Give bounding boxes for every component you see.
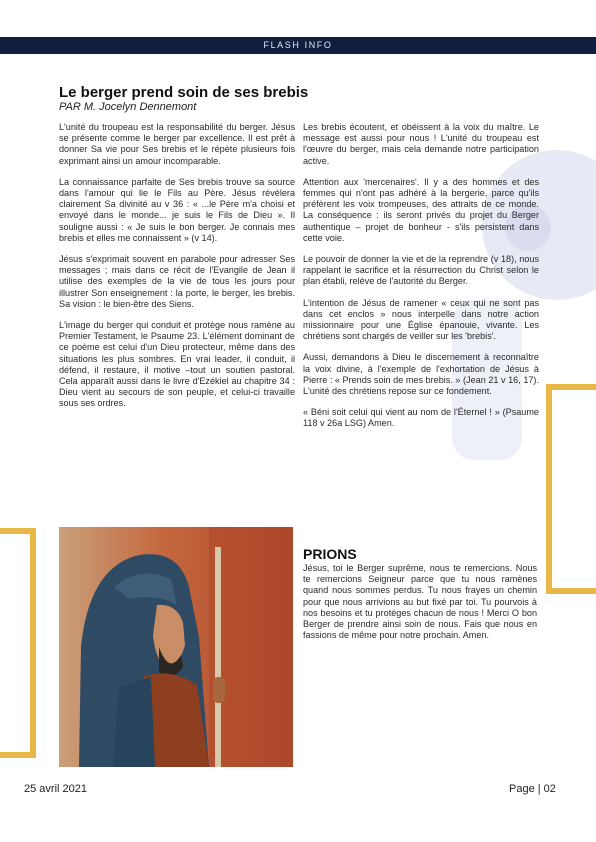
article-paragraph: La connaissance parfaite de Ses brebis trouve sa source dans l'amour qui lie le Fils au Père. Jésus révèlera clairement Sa divinité au v 36 : « ...le Père m'a choisi et envoyé dans le monde... je suis le Fils de Dieu ». Il souligne aussi : « Je suis le bon berger. Je connais mes brebis et elles me connaissent » (v 14). [59,176,295,243]
article-column-right [303,122,539,440]
shepherd-illustration [59,527,293,767]
footer-page-number: Page | 02 [509,783,556,795]
article-paragraph: Attention aux 'mercenaires'. Il y a des hommes et des femmes qui n'ont pas adhéré à la bergerie, parce qu'ils préfèrent les voix trompeuses, des attraits de ce monde. La conséquence : ils seront privés du projet du Berger authentique – projet de bonheur - s'ils persistent dans cette voie. [303,176,539,243]
section-banner [0,37,596,54]
prayer-title: PRIONS [303,546,357,562]
article-byline: PAR M. Jocelyn Dennemont [59,101,197,113]
yellow-frame-right [546,384,596,594]
article-paragraph: « Béni soit celui qui vient au nom de l'Éternel ! » (Psaume 118 v 26a LSG) Amen. [303,407,539,429]
article-column-left [59,122,295,420]
banner-label: FLASH INFO [263,40,333,50]
article-paragraph: L'intention de Jésus de ramener « ceux qui ne sont pas dans cet enclos » nous interpelle dans notre action missionnaire pour une Église épanouie, vivante. Les chrétiens sont chargés de veiller sur les 'brebis'. [303,297,539,342]
article-paragraph: L'unité du troupeau est la responsabilité du berger. Jésus se présente comme le berger par excellence. Il est prêt à donner Sa vie pour Ses brebis et le répète plusieurs fois exprimant ainsi un amour incomparable. [59,122,295,166]
footer-date: 25 avril 2021 [24,783,87,795]
shepherd-photo [59,527,293,767]
article-title: Le berger prend soin de ses brebis [59,84,309,101]
article-paragraph: Aussi, demandons à Dieu le discernement à reconnaître la voix divine, à l'exemple de l'exhortation de Jésus à Pierre : « Prends soin de mes brebis. » (Jean 21 v 16, 17). L'unité des chrétiens repose sur ce fondement. [303,352,539,397]
article-paragraph: Le pouvoir de donner la vie et de la reprendre (v 18), nous rappelant le sacrifice et la résurrection du Christ selon le plan établi, relève de l'autorité du Berger. [303,254,539,287]
article-paragraph: L'image du berger qui conduit et protège nous ramène au Premier Testament, le Psaume 23. L'élément dominant de ce poème est celui d'un Dieu protecteur, même dans des situations les plus sombres. En vrai leader, il conduit, il défend, il restaure, il motive –tout un soutien pastoral. Cela apparaît aussi dans le livre d'Ezékiel au chapitre 34 : Dieu vient au secours de son peuple, et celui-ci travaille sous ses ordres. [59,320,295,409]
yellow-frame-left [0,528,36,758]
article-paragraph: Les brebis écoutent, et obéissent à la voix du maître. Le message est aussi pour nous ! L'unité du troupeau est l'œuvre du berger, mais cela demande notre participation active. [303,122,539,166]
prayer-text: Jésus, toi le Berger suprême, nous te remercions. Nous te remercions Seigneur parce que tu nous ramènes quand nous sommes perdus. Tu nous frayes un chemin pour que nous arrivions au but fixé par toi. Tu pourvois à nos besoins et tu protèges chacun de nous ! Merci O bon Berger de prendre ainsi soin de nous. Fais que nous en fassions de même pour notre prochain. Amen. [303,563,537,641]
article-paragraph: Jésus s'exprimait souvent en parabole pour adresser Ses messages ; mais dans ce récit de l'Evangile de Jean il utilise des exemples de la vie de tous les jours pour illustrer Son enseignement : la porte, le berger, les brebis. Sa vision : le bien-être des Siens. [59,254,295,309]
